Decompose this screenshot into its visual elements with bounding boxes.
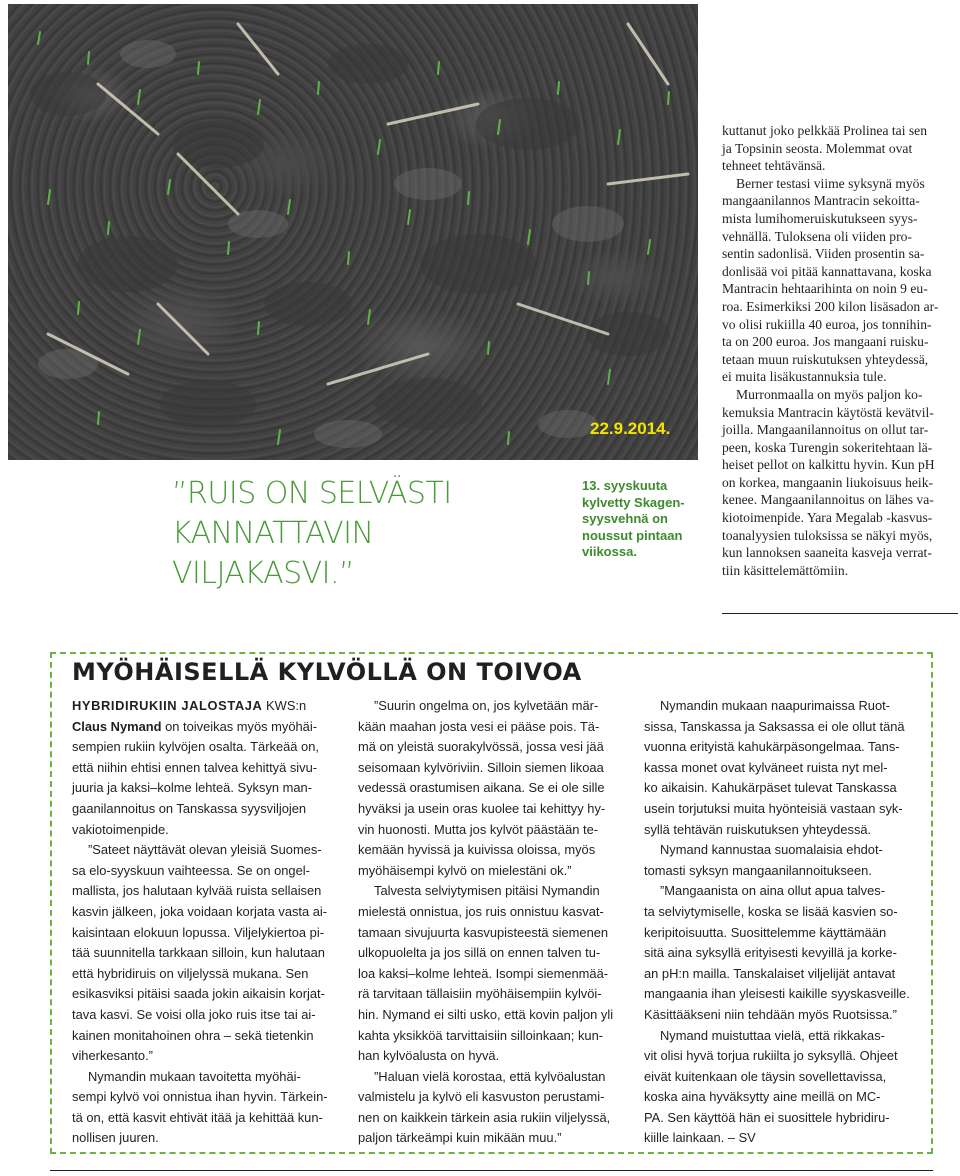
text-line: vuonna erityistä kahukärpäsongelmaa. Tans- <box>644 739 900 755</box>
text-line: Nymandin mukaan naapurimaissa Ruot- <box>660 698 890 713</box>
caption-line: noussut pintaan <box>582 527 683 543</box>
text-line: ei muita lisäkustannuksia tule. <box>722 369 887 385</box>
text-line: PA. Sen käyttöä hän ei suosittele hybridiru- <box>644 1109 890 1125</box>
text-line: sissa, Tanskassa ja Saksassa ei ole ollut tänä <box>644 718 905 734</box>
text-line: tetaan muun ruiskutuksen yhteydessä, <box>722 351 929 367</box>
text-line: ta selviytymiselle, koska se lisää kasvien so- <box>644 903 898 919</box>
text-line: roa. Esimerkiksi 200 kilon lisäsadon ar- <box>722 298 939 314</box>
text-line: tehneet tehtävänsä. <box>722 158 826 174</box>
text-line: Käsittääkseni niin tehdään myös Ruotsissa.” <box>644 1006 897 1022</box>
text-line: Mantracin hehtaarihinta on noin 9 eu- <box>722 281 928 297</box>
text-line: donlisää voi pitää kannattavana, koska <box>722 263 932 279</box>
text-line: kainen monitahoinen ohra – sekä tietenkin <box>72 1027 314 1043</box>
article-column-right <box>722 122 958 579</box>
text-line: ja Topsinin seosta. Molemmat ovat <box>722 140 913 156</box>
text-line: nen on kaikkein tärkein asia rukiin viljelyssä, <box>358 1109 611 1125</box>
text-line: kenee. Mangaanilannoitus on lähes va- <box>722 492 934 508</box>
text-line: Nymandin mukaan tavoitetta myöhäi- <box>88 1068 301 1084</box>
caption-line: viikossa. <box>582 544 637 559</box>
text-line: kaisintaan elokuun lopussa. Viljelykiertoa pi- <box>72 924 324 940</box>
text-line: kiotoimenpide. Yara Megalab -kasvus- <box>722 510 933 526</box>
text-line: vit olisi hyvä torjua rukiilta jo syksyllä. Ohjeet <box>644 1048 898 1064</box>
photo-caption <box>582 478 702 561</box>
text-line: tamaan sivujuurta kasvupisteestä siemenen <box>358 924 609 940</box>
text-line: tiin käsittelemättömiin. <box>722 562 849 578</box>
pull-quote-line: VILJAKASVI.” <box>172 556 355 591</box>
field-photo <box>8 4 698 460</box>
caption-line: 13. syyskuuta <box>582 478 668 493</box>
text-line: hyväksi ja usein oras kuolee tai kehittyy hy- <box>358 800 606 816</box>
text-line: kahta yksikköä tarvittaisiin silloinkaan; kun- <box>358 1027 604 1043</box>
text-line: sa elo-syyskuun vaihteessa. Se on ongel- <box>72 862 310 878</box>
caption-line: kylvetty Skagen- <box>582 494 685 510</box>
box-column-2 <box>358 696 626 1149</box>
box-title: MYÖHÄISELLÄ KYLVÖLLÄ ON TOIVOA <box>72 658 582 686</box>
text-line: Nymand kannustaa suomalaisia ehdot- <box>660 842 883 858</box>
text-line: an pH:n mailla. Tanskalaiset viljelijät antavat <box>644 965 896 981</box>
text-line: han kylvöalusta on hyvä. <box>358 1048 500 1064</box>
text-line: koska aina hyväksytty aine meillä on MC- <box>644 1089 881 1105</box>
text-line: gaanilannoitus on Tanskassa syysviljojen <box>72 800 307 816</box>
text-line: Talvesta selviytymisen pitäisi Nymandin <box>374 883 600 899</box>
text-line: sentin sadonlisä. Viiden prosentin sa- <box>722 246 925 262</box>
person-name: Claus Nymand <box>72 718 162 734</box>
text-line: kuttanut joko pelkkää Prolinea tai sen <box>722 123 927 138</box>
text-line: kemään hyvissä ja kuivissa oloissa, myös <box>358 842 596 858</box>
text-line: on korkea, mangaanin liukoisuus heik- <box>722 474 934 490</box>
text-line: ta on 200 euroa. Jos mangaani ruisku- <box>722 334 929 350</box>
caption-line: syysvehnä on <box>582 511 668 526</box>
text-line: mallista, jos halutaan kylvää ruista sellaisen <box>72 883 322 899</box>
text-line: kassa monet ovat kylväneet ruista nyt mel- <box>644 759 888 775</box>
text-line: myöhäisempi kylvö on mielestäni ok.” <box>358 862 572 878</box>
text-line: loa kaksi–kolme lehteä. Isompi siemenmää- <box>358 965 609 981</box>
pull-quote <box>172 474 502 594</box>
text-line: tomasti syksyn mangaanilannoitukseen. <box>644 862 872 878</box>
text-line: peen, koska Turengin sokeritehtaan lä- <box>722 439 933 455</box>
text-line: Murronmaalla on myös paljon ko- <box>736 386 923 402</box>
text-line: mista lumihomeruiskutukseen syys- <box>722 210 918 226</box>
text-line: rä tarvitaan tällaisiin myöhäisempiin kylvöi- <box>358 986 602 1002</box>
name-line <box>72 717 340 738</box>
text-line: mielestä onnistua, jos ruis onnistuu kasvat- <box>358 903 604 919</box>
text-line: juuria ja kaksi–kolme lehteä. Syksyn man- <box>72 780 313 796</box>
lead-text: HYBRIDIRUKIIN JALOSTAJA <box>72 698 263 713</box>
text-line: ko aikaisin. Kahukärpäset tulevat Tanskassa <box>644 780 897 796</box>
photo-date: 22.9.2014. <box>590 419 671 438</box>
text-line: että hybridiruis on viljelyssä mukana. Sen <box>72 965 309 981</box>
lead-line <box>72 696 340 717</box>
text-line: ”Haluan vielä korostaa, että kylvöalustan <box>374 1068 606 1084</box>
text-line: vedessä orastumisen aikana. Se ei ole sille <box>358 780 605 796</box>
box-column-1 <box>72 696 340 1149</box>
text-line: mangaania ihan yleisesti kaikille syyskasveille. <box>644 986 910 1002</box>
divider-rule <box>50 1170 933 1171</box>
pull-quote-line: KANNATTAVIN <box>172 516 374 551</box>
box-column-3 <box>644 696 912 1149</box>
text-line: esikasviksi pitäisi saada jokin aikaisin korjat- <box>72 986 325 1002</box>
text-line: sitä aina syksyllä erityisesti kevyillä ja korke- <box>644 945 897 961</box>
text-line: mangaanilannos Mantracin sekoitta- <box>722 193 920 209</box>
text-line: kiille lainkaan. – SV <box>644 1130 756 1146</box>
text-line: heiset pellot on kalkittu hyvin. Kun pH <box>722 457 935 473</box>
text-line: tää suunnitella tarkkaan silloin, kun halutaan <box>72 945 325 961</box>
text-line: keripitoisuutta. Suosittelemme käyttämään <box>644 924 887 940</box>
text-line: vin huonosti. Mutta jos kylvöt päästään te- <box>358 821 599 837</box>
pull-quote-line: ”RUIS ON SELVÄSTI <box>172 476 452 511</box>
text-line: hin. Nymand ei silti usko, että kovin paljon yli <box>358 1006 614 1022</box>
text-line: valmistelu ja kylvö eli kasvuston perustami- <box>358 1089 605 1105</box>
text-line: vo olisi rukiilla 40 euroa, jos tonnihin- <box>722 316 932 332</box>
text-line: eivät kuitenkaan ole täysin sovellettavissa, <box>644 1068 887 1084</box>
text-line: sempien rukiin kylvöjen osalta. Tärkeää on, <box>72 739 319 755</box>
text-line: sempi kylvö voi onnistua ihan hyvin. Tärkein- <box>72 1089 328 1105</box>
text-line: kään maahan josta vesi ei pääse pois. Tä- <box>358 718 600 734</box>
text-line: kun lannoksen saaneita kasveja verrat- <box>722 545 932 561</box>
text-line: kemuksia Mantracin käytöstä kevätvil- <box>722 404 934 420</box>
text-line: usein torjutuksi muita hyönteisiä vastaan syk- <box>644 800 903 816</box>
text-line: syllä tehtävän ruiskutuksen yhteydessä. <box>644 821 872 837</box>
text-line: kasvin jälkeen, joka voidaan korjata vasta ai- <box>72 903 328 919</box>
text-line: joilla. Mangaanilannoitus on ollut tar- <box>722 422 929 438</box>
text-line: seisomaan kylvöriviin. Silloin siemen likoaa <box>358 759 604 775</box>
text-line: että niihin ehtisi ennen talvea kehittyä sivu- <box>72 759 318 775</box>
text-line: Berner testasi viime syksynä myös <box>736 175 925 191</box>
text-line: paljon tärkeämpi kuin mikään muu.” <box>358 1130 562 1146</box>
text-line: mä on yleistä suorakylvössä, jossa vesi jää <box>358 739 604 755</box>
text-line: vehnällä. Tuloksena oli viiden pro- <box>722 228 912 244</box>
text-line: tä on, että kasvit ehtivät itää ja kehittää kun- <box>72 1109 323 1125</box>
text-line: ulkopuolelta ja jos sillä on ennen talven tu- <box>358 945 601 961</box>
lead-rest: KWS:n <box>262 698 307 713</box>
text-line: ”Sateet näyttävät olevan yleisiä Suomes- <box>88 842 322 858</box>
text-line: nollisen juuren. <box>72 1130 159 1146</box>
text-line: vakiotoimenpide. <box>72 821 169 837</box>
text-line: ”Mangaanista on aina ollut apua talves- <box>660 883 886 899</box>
text-line: toanalyysien tuloksissa se näkyi myös, <box>722 527 933 543</box>
text-line: viherkesanto.” <box>72 1048 153 1064</box>
text-line: Nymand muistuttaa vielä, että rikkakas- <box>660 1027 885 1043</box>
soil-texture <box>8 4 698 460</box>
text-line: tava kasvi. Se voisi olla joko ruis itse tai ai- <box>72 1006 316 1022</box>
divider-rule <box>722 613 958 614</box>
name-rest: on toiveikas myös myöhäi- <box>161 718 318 734</box>
text-line: ”Suurin ongelma on, jos kylvetään mär- <box>374 698 599 713</box>
